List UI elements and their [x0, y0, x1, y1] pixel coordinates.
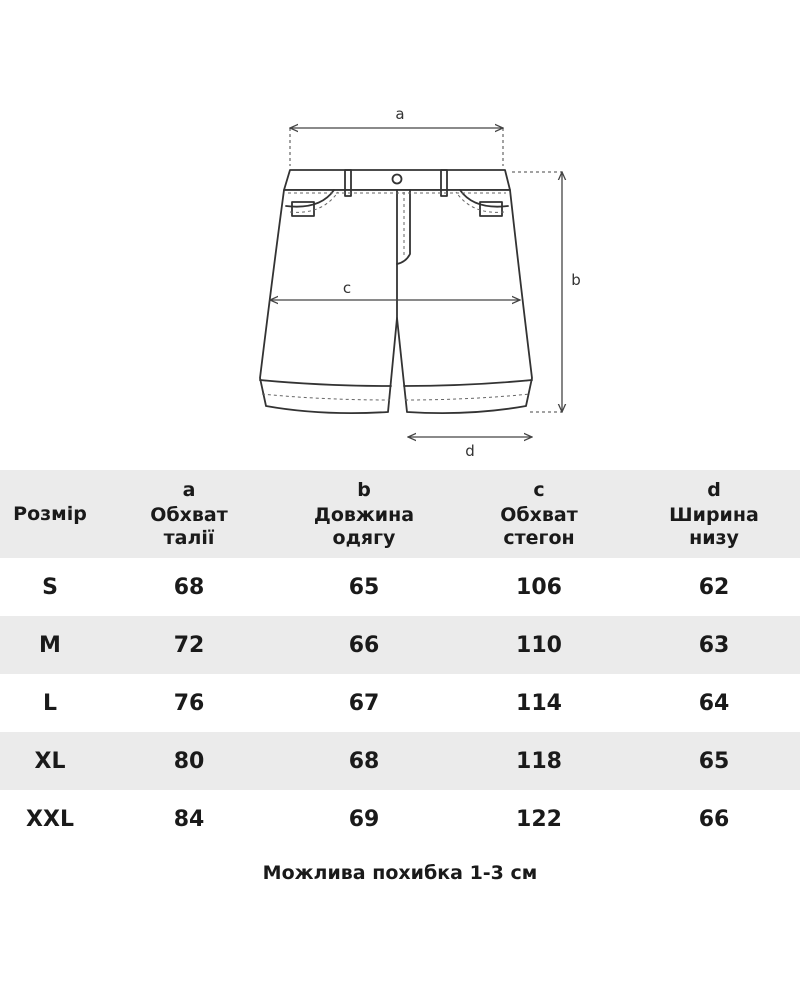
header-label: Обхват талії	[150, 504, 228, 549]
value-cell: 118	[516, 748, 562, 774]
header-letter: c	[533, 479, 545, 501]
table-row	[0, 732, 800, 790]
value-cell: 66	[698, 806, 730, 832]
value-cell: 122	[516, 806, 562, 832]
value-cell: 66	[348, 632, 380, 658]
table-row	[0, 674, 800, 732]
value-cell: 72	[173, 632, 205, 658]
dimension-label-a: a	[395, 105, 405, 123]
table-row	[0, 790, 800, 848]
shorts-measurement-diagram	[0, 0, 800, 470]
size-cell: L	[42, 690, 58, 716]
size-cell: XXL	[26, 806, 74, 832]
table-row	[0, 616, 800, 674]
size-table	[0, 470, 800, 848]
value-cell: 65	[698, 748, 730, 774]
value-cell: 62	[698, 574, 730, 600]
header-label: Обхват стегон	[500, 504, 578, 549]
size-cell: M	[39, 632, 61, 658]
table-header-row	[0, 470, 800, 558]
header-label: Довжина одягу	[313, 504, 415, 549]
value-cell: 114	[516, 690, 562, 716]
table-row	[0, 558, 800, 616]
value-cell: 110	[516, 632, 562, 658]
dimension-label-b: b	[571, 271, 581, 289]
value-cell: 84	[173, 806, 205, 832]
header-length	[278, 470, 450, 558]
header-letter: a	[182, 479, 196, 501]
value-cell: 65	[348, 574, 380, 600]
value-cell: 76	[173, 690, 205, 716]
value-cell: 68	[348, 748, 380, 774]
header-hips	[450, 470, 628, 558]
value-cell: 80	[173, 748, 205, 774]
value-cell: 68	[173, 574, 205, 600]
shorts-outline	[260, 170, 532, 413]
value-cell: 63	[698, 632, 730, 658]
dimension-label-d: d	[465, 442, 475, 460]
value-cell: 106	[516, 574, 562, 600]
value-cell: 67	[348, 690, 380, 716]
value-cell: 69	[348, 806, 380, 832]
header-label: Ширина низу	[669, 504, 759, 549]
header-bottom-width	[628, 470, 800, 558]
value-cell: 64	[698, 690, 730, 716]
size-cell: XL	[34, 748, 66, 774]
dimension-label-c: c	[342, 279, 352, 297]
tolerance-note: Можлива похибка 1-3 см	[262, 862, 538, 884]
size-cell: S	[42, 574, 58, 600]
header-letter: b	[357, 479, 371, 501]
dimension-a	[290, 128, 503, 166]
header-size: Розмір	[13, 503, 87, 525]
header-letter: d	[707, 479, 721, 501]
header-waist	[100, 470, 278, 558]
